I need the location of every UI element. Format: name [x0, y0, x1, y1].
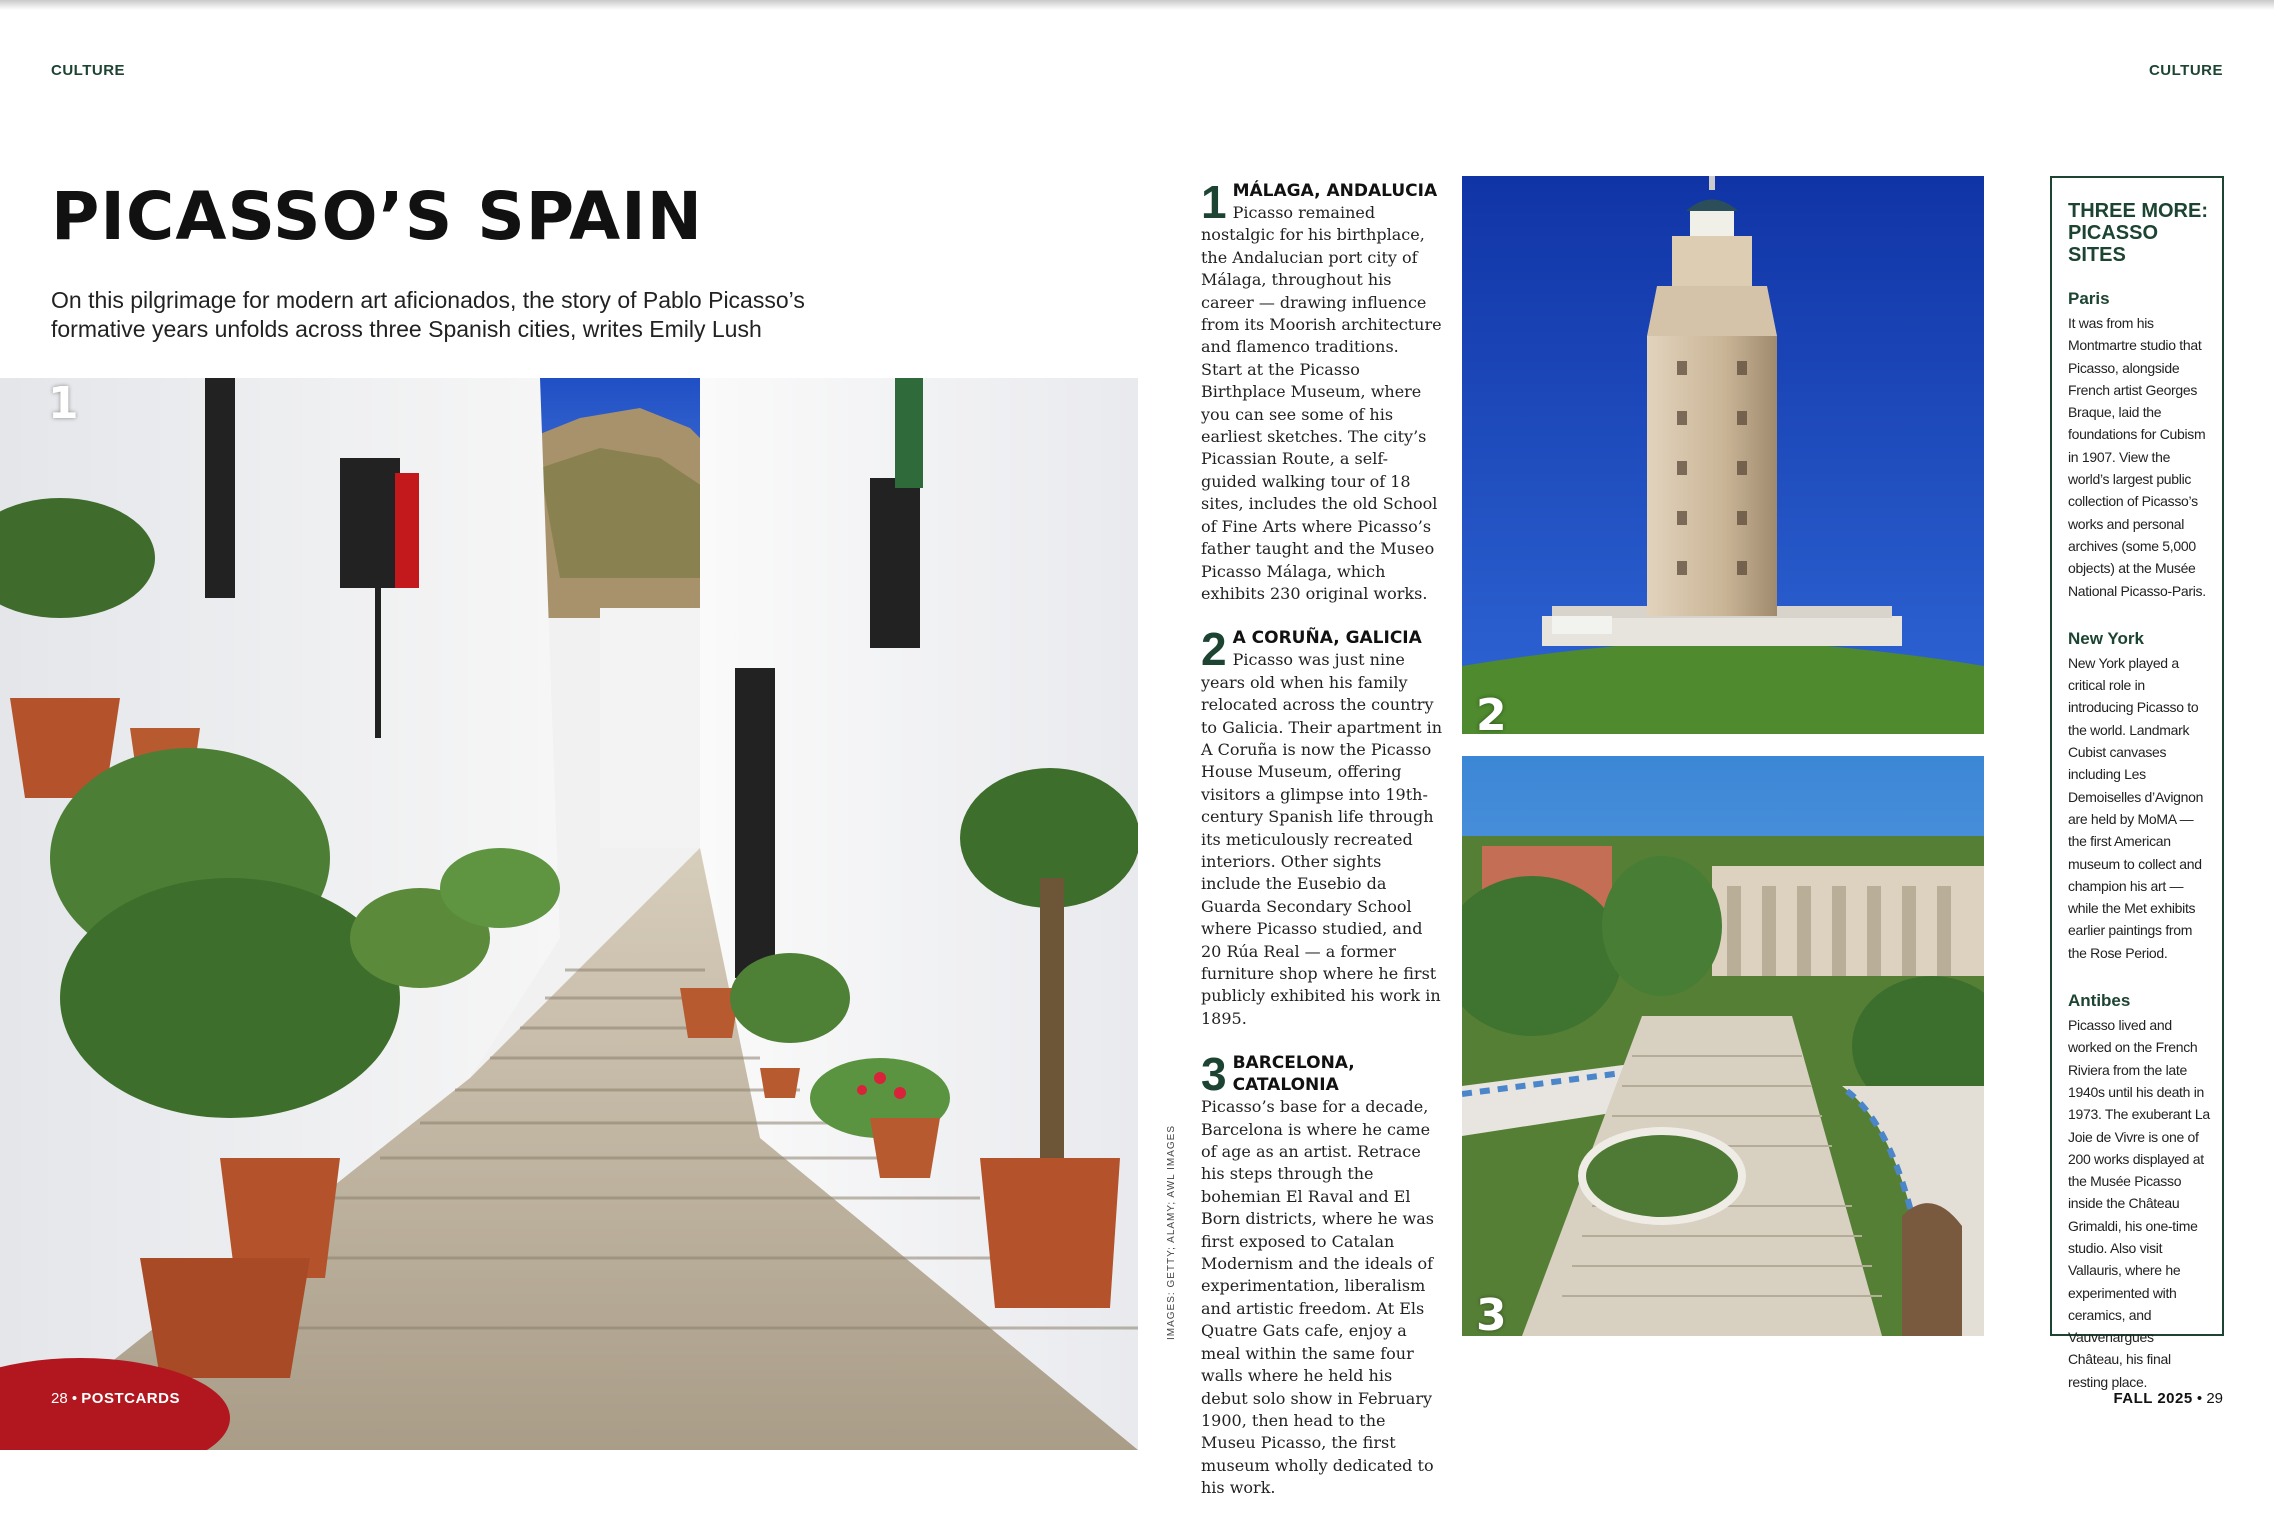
photo-frigiliana-street [0, 378, 1138, 1450]
article-subtitle: On this pilgrimage for modern art aficionados, the story of Pablo Picasso’s formative years unfolds across three Spanish cities, writes Emily Lush [51, 287, 805, 342]
sidebar-item-text: New York played a critical role in introducing Picasso to the world. Landmark Cubist canvases including Les Demoiselles d’Avignon are held by MoMA — the first American museum to collect and champion his art — while the Met exhibits earlier paintings from the Rose Period. [2068, 654, 2204, 961]
sidebar-item-name: Antibes [2068, 991, 2131, 1011]
section-label-left: CULTURE [51, 62, 126, 79]
site-heading: BARCELONA, CATALONIA [1232, 1053, 1355, 1096]
lighthouse-illustration [1462, 176, 1984, 734]
sidebar-item-text: Picasso lived and worked on the French Riviera from the late 1940s until his death in 1973. The exuberant La Joie de Vivre is one of 200 works displayed at the Musée Picasso inside the Château Grimaldi, his one-time studio. Also visit Vallauris, where he experimented with ceramics, and Vauvenargues Château, his final resting place. [2068, 1017, 2210, 1390]
site-text: Picasso remained nostalgic for his birthplace, the Andalucian port city of Málaga, throughout his career — drawing influence from its Moorish architecture and flamenco traditions. Start at the Picasso Birthplace Museum, where you can see some of his earliest sketches. The city’s Picassian Route, a self-guided walking tour of 18 sites, includes the old School of Fine Arts where Picasso’s father taught and the Museo Picasso Málaga, which exhibits 230 original works. [1201, 203, 1442, 603]
site-entry-malaga [1201, 176, 1443, 605]
site-heading: MÁLAGA, ANDALUCIA [1232, 181, 1438, 201]
sidebar-item-antibes [2068, 990, 2210, 1393]
page-top-shadow [0, 0, 2274, 10]
sidebar-item-new-york [2068, 628, 2210, 964]
sidebar-item-text: It was from his Montmartre studio that Picasso, alongside French artist Georges Braque, laid the foundations for Cubism in 1907. View the world’s largest public collection of Picasso’s works and personal archives (some 5,000 objects) at the Musée National Picasso-Paris. [2068, 315, 2206, 599]
photo-number-3: 3 [1476, 1290, 1507, 1336]
park-illustration [1462, 756, 1984, 1336]
street-illustration [0, 378, 1138, 1450]
photo-park-guell [1462, 756, 1984, 1336]
sidebar-item-paris [2068, 288, 2210, 602]
sites-column [1201, 176, 1443, 1522]
photo-number-1: 1 [48, 378, 79, 429]
sidebar-item-name: Paris [2068, 289, 2110, 308]
site-entry-a-coruna [1201, 623, 1443, 1030]
footer-separator-right: • [2196, 1390, 2203, 1407]
site-entry-barcelona [1201, 1048, 1443, 1499]
site-number: 1 [1201, 176, 1227, 228]
photo-tower-of-hercules [1462, 176, 1984, 734]
site-text: Picasso was just nine years old when his family relocated across the country to Galicia. Their apartment in A Coruña is now the Picasso House Museum, offering visitors a glimpse into 19th-century Spanish life through its meticulously recreated interiors. Other sights include the Eusebio da Guarda Secondary School where Picasso studied, and 20 Rúa Real — a former furniture shop where he first publicly exhibited his work in 1895. [1201, 650, 1443, 1028]
image-credit: IMAGES: GETTY; ALAMY; AWL IMAGES [1166, 1124, 1177, 1340]
footer-page-number-right: 29 [2206, 1390, 2223, 1407]
footer-issue: FALL 2025 [2113, 1390, 2193, 1407]
article-title: PICASSO’S SPAIN [51, 178, 703, 255]
sidebar-item-name: New York [2068, 628, 2144, 648]
site-number: 2 [1201, 623, 1227, 676]
footer-page-number-left: 28 [51, 1390, 68, 1407]
sidebar-three-more [2050, 176, 2224, 1390]
site-number: 3 [1201, 1048, 1227, 1101]
site-heading: A CORUÑA, GALICIA [1232, 628, 1422, 649]
footer-right [2113, 1390, 2223, 1407]
sidebar-title: THREE MORE: PICASSO SITES [2068, 200, 2208, 266]
photo-number-2: 2 [1476, 690, 1507, 734]
section-label-right: CULTURE [2148, 62, 2223, 79]
footer-left [51, 1390, 180, 1407]
footer-section-name: POSTCARDS [81, 1390, 180, 1407]
footer-separator-left: • [71, 1390, 78, 1407]
site-text: Picasso’s base for a decade, Barcelona is where he came of age as an artist. Retrace his steps through the bohemian El Raval and El Born districts, where he was first exposed to Catalan Modernism and the ideals of experimentation, liberalism and artistic freedom. At Els Quatre Gats cafe, enjoy a meal within the same four walls where he held his debut solo show in February 1900, then head to the Museu Picasso, the first museum wholly dedicated to his work. [1201, 1097, 1434, 1498]
